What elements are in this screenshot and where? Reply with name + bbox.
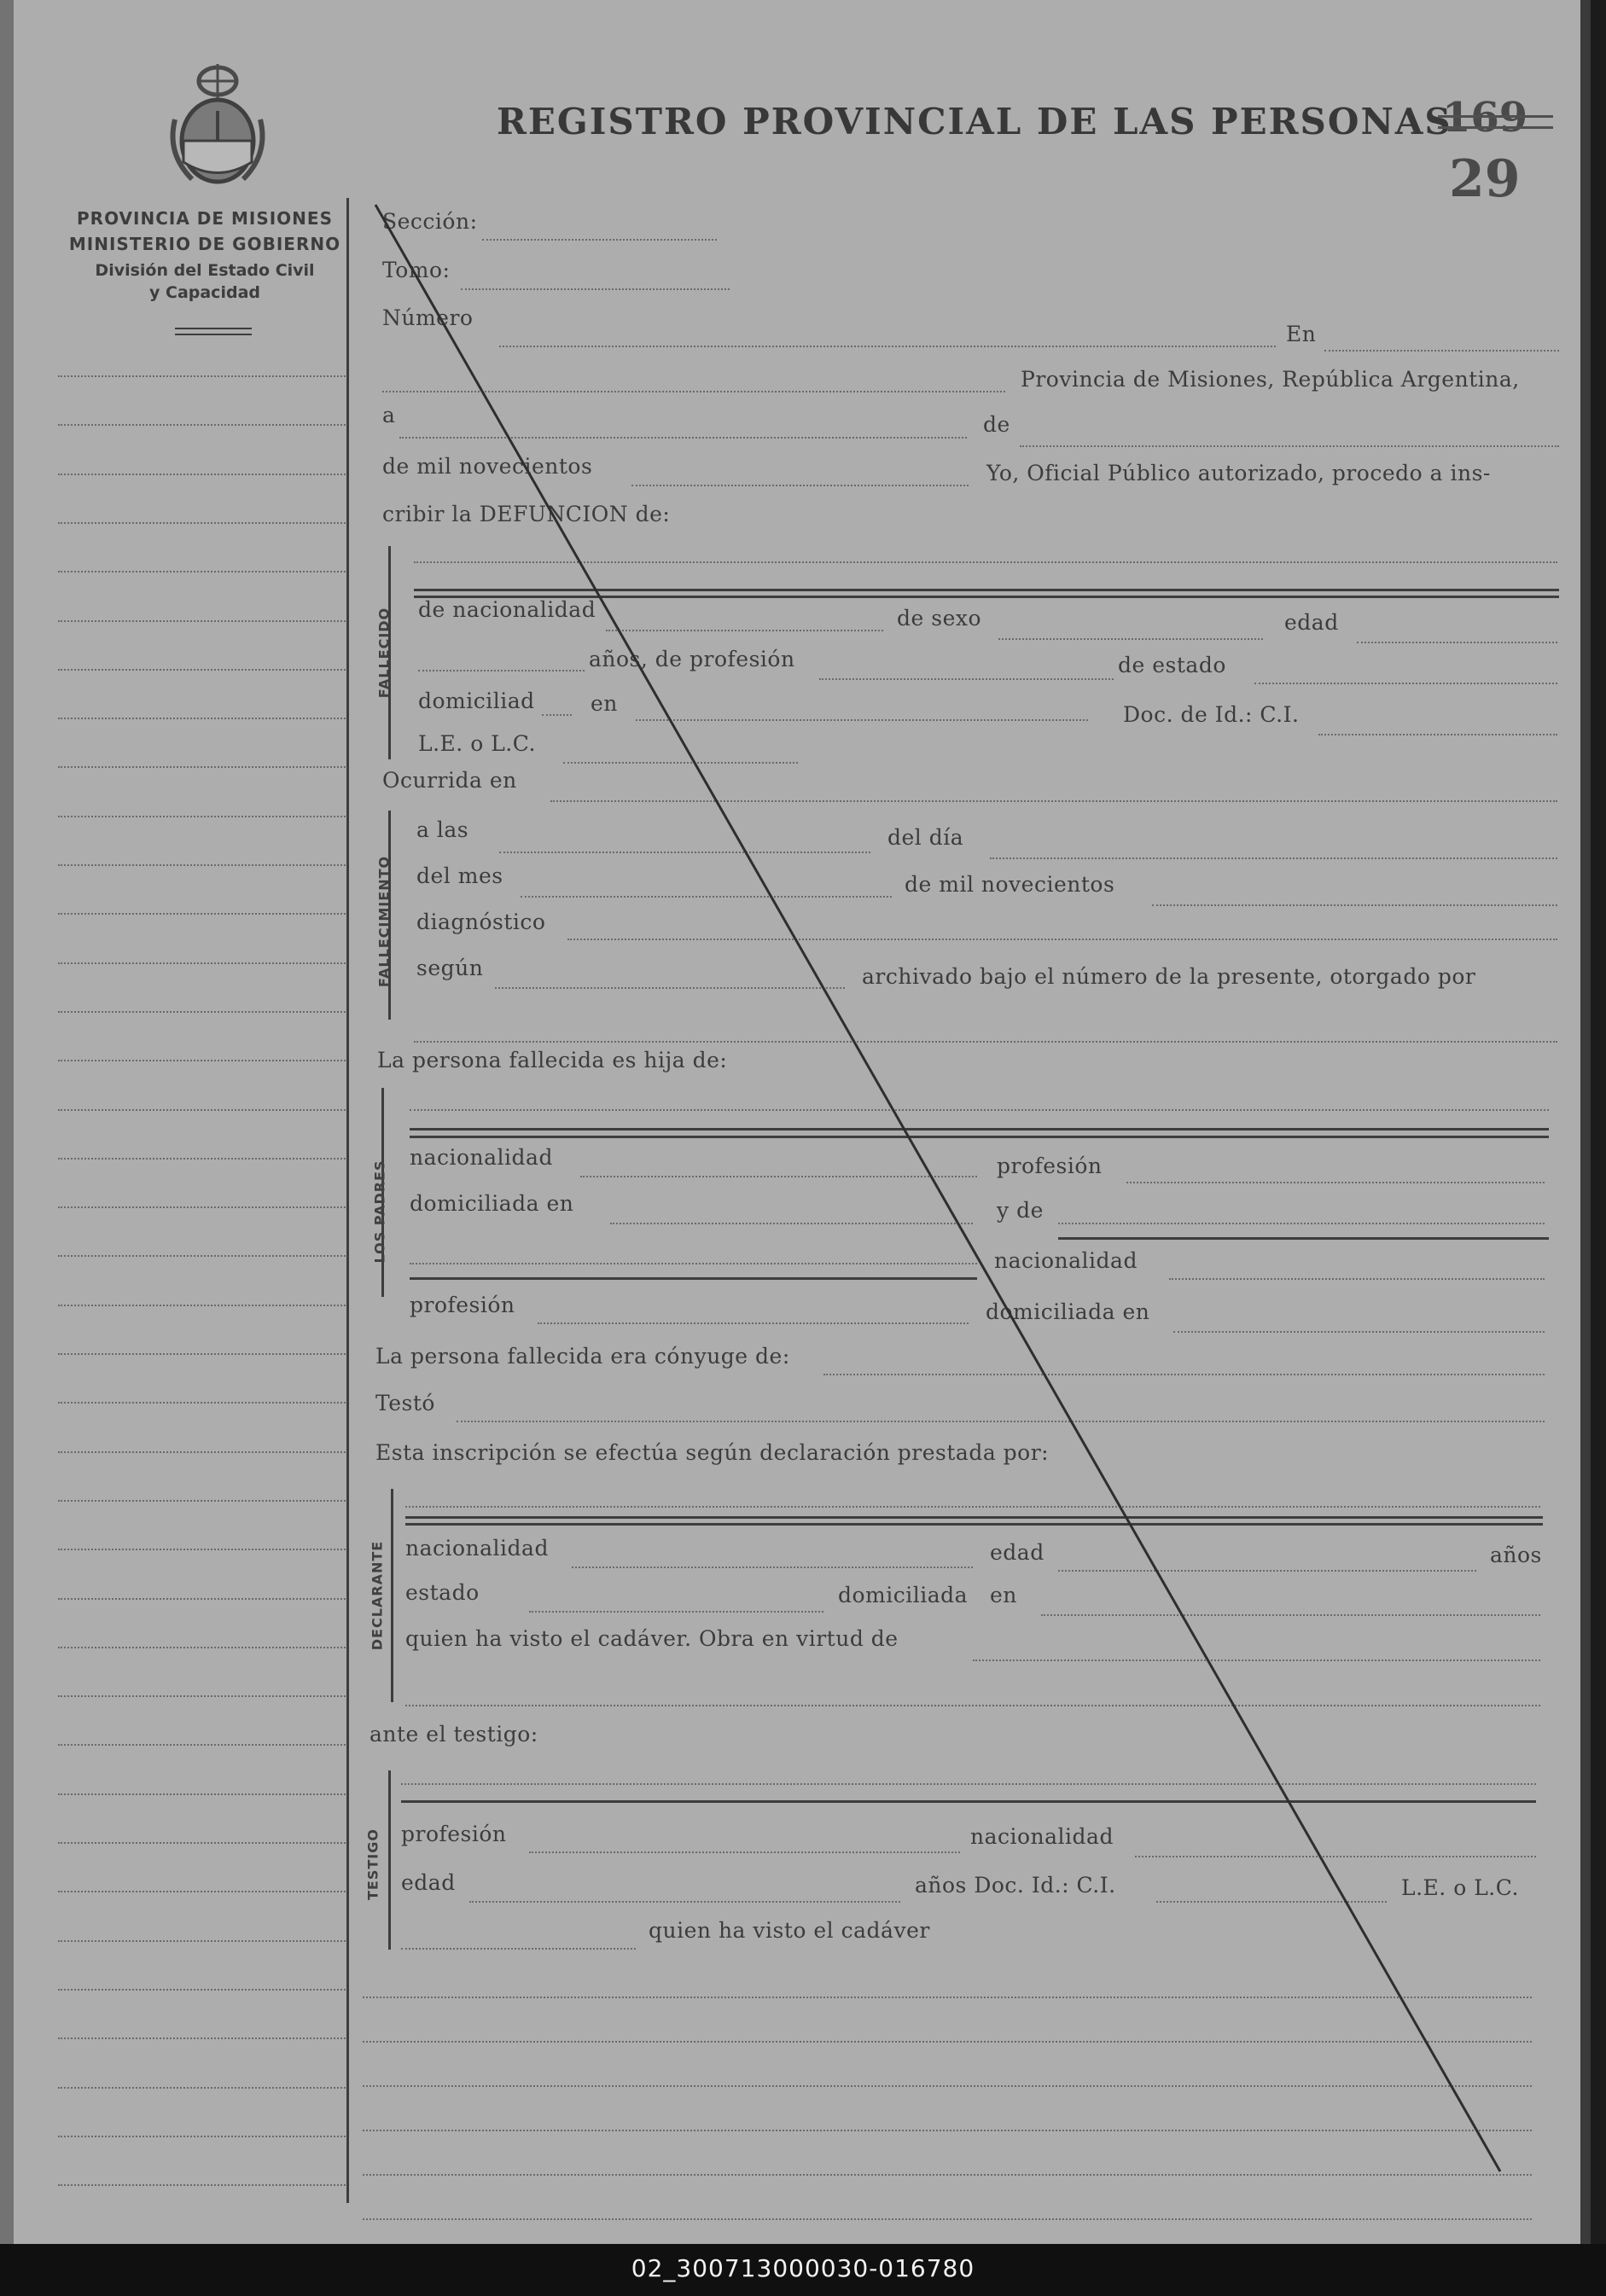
- fallecido-domiciliad-label: domiciliad: [418, 689, 535, 713]
- fallecido-le-lc-label: L.E. o L.C.: [418, 731, 536, 756]
- org-division: División del Estado Civil: [95, 261, 315, 280]
- del-mes-label: del mes: [416, 863, 503, 888]
- scan-footer: [0, 2244, 1606, 2296]
- fallecido-side-label: FALLECIDO: [375, 607, 393, 699]
- fallecimiento-side-label: FALLECIMIENTO: [375, 855, 393, 988]
- org-division-2: y Capacidad: [149, 283, 260, 302]
- fallecido-nacionalidad-label: de nacionalidad: [418, 597, 596, 622]
- fallecido-sexo-label: de sexo: [897, 606, 982, 631]
- testigo-profesion-label: profesión: [401, 1822, 507, 1846]
- testo-label: Testó: [375, 1391, 435, 1415]
- page-edge: [1580, 0, 1591, 2244]
- fallecido-doc-label: Doc. de Id.: C.I.: [1123, 702, 1300, 727]
- mil-novecientos-label: de mil novecientos: [905, 872, 1115, 897]
- provincia-text: Provincia de Misiones, República Argentina,: [1021, 367, 1520, 392]
- padres-side-label: LOS PADRES: [371, 1160, 388, 1264]
- declarante-estado-label: estado: [405, 1580, 480, 1605]
- hija-de-label: La persona fallecida es hija de:: [377, 1048, 728, 1072]
- archivado-text: archivado bajo el número de la presente, otorgado por: [862, 964, 1476, 989]
- oficial-text: Yo, Oficial Público autorizado, procedo a ins-: [986, 461, 1491, 485]
- declarante-domiciliada-label: domiciliada: [838, 1583, 969, 1607]
- fallecido-estado-label: de estado: [1118, 653, 1226, 677]
- testigo-le-lc-label: L.E. o L.C.: [1401, 1875, 1519, 1900]
- padre-nacionalidad-label: nacionalidad: [410, 1145, 553, 1170]
- ante-testigo-label: ante el testigo:: [369, 1722, 538, 1747]
- declarante-visto-text: quien ha visto el cadáver. Obra en virtud de: [405, 1626, 899, 1651]
- declarante-nacionalidad-label: nacionalidad: [405, 1536, 549, 1561]
- tomo-label: Tomo:: [382, 258, 451, 282]
- a-las-label: a las: [416, 817, 469, 842]
- y-de-label: y de: [997, 1198, 1044, 1223]
- de-mil-novecientos-label: de mil novecientos: [382, 454, 593, 479]
- declarante-en-label: en: [990, 1583, 1017, 1607]
- madre-nacionalidad-label: nacionalidad: [994, 1248, 1138, 1273]
- padre-profesion-label: profesión: [997, 1154, 1103, 1178]
- de-label: de: [983, 412, 1010, 437]
- document-title: REGISTRO PROVINCIAL DE LAS PERSONAS: [497, 101, 1452, 142]
- conyuge-label: La persona fallecida era cónyuge de:: [375, 1344, 790, 1369]
- fallecido-edad-label: edad: [1284, 610, 1339, 635]
- scan-id: 02_300713000030-016780: [631, 2254, 975, 2282]
- struck-reference-number: 169: [1442, 94, 1528, 142]
- declarante-edad-label: edad: [990, 1540, 1044, 1565]
- en-label: En: [1286, 322, 1317, 346]
- fallecido-anos-label: años, de profesión: [589, 647, 795, 671]
- testigo-edad-label: edad: [401, 1870, 456, 1895]
- diagnostico-label: diagnóstico: [416, 910, 546, 934]
- madre-profesion-label: profesión: [410, 1293, 515, 1317]
- testigo-nacionalidad-label: nacionalidad: [970, 1824, 1114, 1849]
- madre-domiciliada-label: domiciliada en: [986, 1299, 1150, 1324]
- inscripcion-text: Esta inscripción se efectúa según declaración prestada por:: [375, 1440, 1050, 1465]
- declarante-side-label: DECLARANTE: [369, 1540, 386, 1651]
- org-province: PROVINCIA DE MISIONES: [77, 208, 333, 229]
- inscribir-text: cribir la DEFUNCION de:: [382, 502, 671, 526]
- padre-domiciliada-label: domiciliada en: [410, 1191, 574, 1216]
- declarante-anos-label: años: [1490, 1543, 1542, 1567]
- reference-number: 29: [1449, 149, 1521, 209]
- testigo-side-label: TESTIGO: [364, 1828, 381, 1900]
- seccion-label: Sección:: [382, 209, 478, 234]
- testigo-visto-text: quien ha visto el cadáver: [649, 1918, 930, 1943]
- testigo-anos-doc-label: años Doc. Id.: C.I.: [915, 1873, 1116, 1898]
- numero-label: Número: [382, 305, 474, 330]
- a-label: a: [382, 403, 396, 427]
- ocurrida-label: Ocurrida en: [382, 768, 517, 793]
- fallecido-en-label: en: [591, 691, 618, 716]
- segun-label: según: [416, 956, 484, 980]
- org-ministry: MINISTERIO DE GOBIERNO: [68, 234, 341, 254]
- del-dia-label: del día: [887, 825, 964, 850]
